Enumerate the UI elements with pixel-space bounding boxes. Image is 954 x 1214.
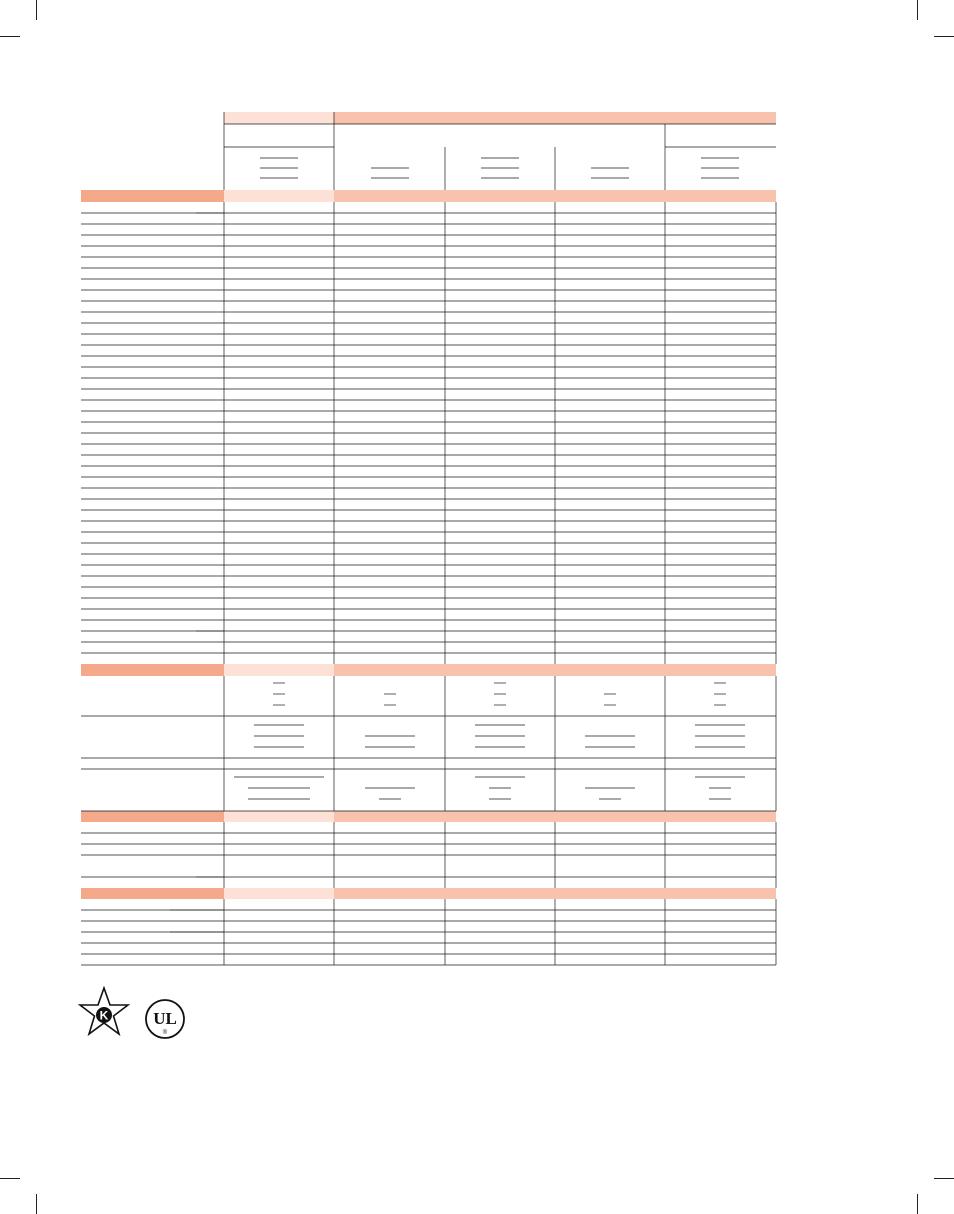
section-bar-cols: [334, 888, 776, 899]
section-bar-label: [81, 190, 224, 202]
ul-listed-logo: [144, 998, 186, 1040]
ul-letters: UL: [153, 1009, 177, 1028]
section-bar-label: [81, 888, 224, 899]
section-bar-col1: [224, 190, 334, 202]
header-band-light: [224, 112, 334, 124]
ul-registered-mark: ®: [162, 1030, 168, 1036]
section-bar-cols: [334, 190, 776, 202]
section-bar-col1: [224, 888, 334, 899]
kosher-letter: K: [99, 1008, 109, 1023]
section-bar-label: [81, 811, 224, 822]
section-bar-col1: [224, 811, 334, 822]
section-bar-label: [81, 664, 224, 676]
section-bar-col1: [224, 664, 334, 676]
kosher-star-logo: [78, 986, 130, 1038]
header-band-mid: [334, 112, 776, 124]
section-bar-cols: [334, 664, 776, 676]
section-bar-cols: [334, 811, 776, 822]
